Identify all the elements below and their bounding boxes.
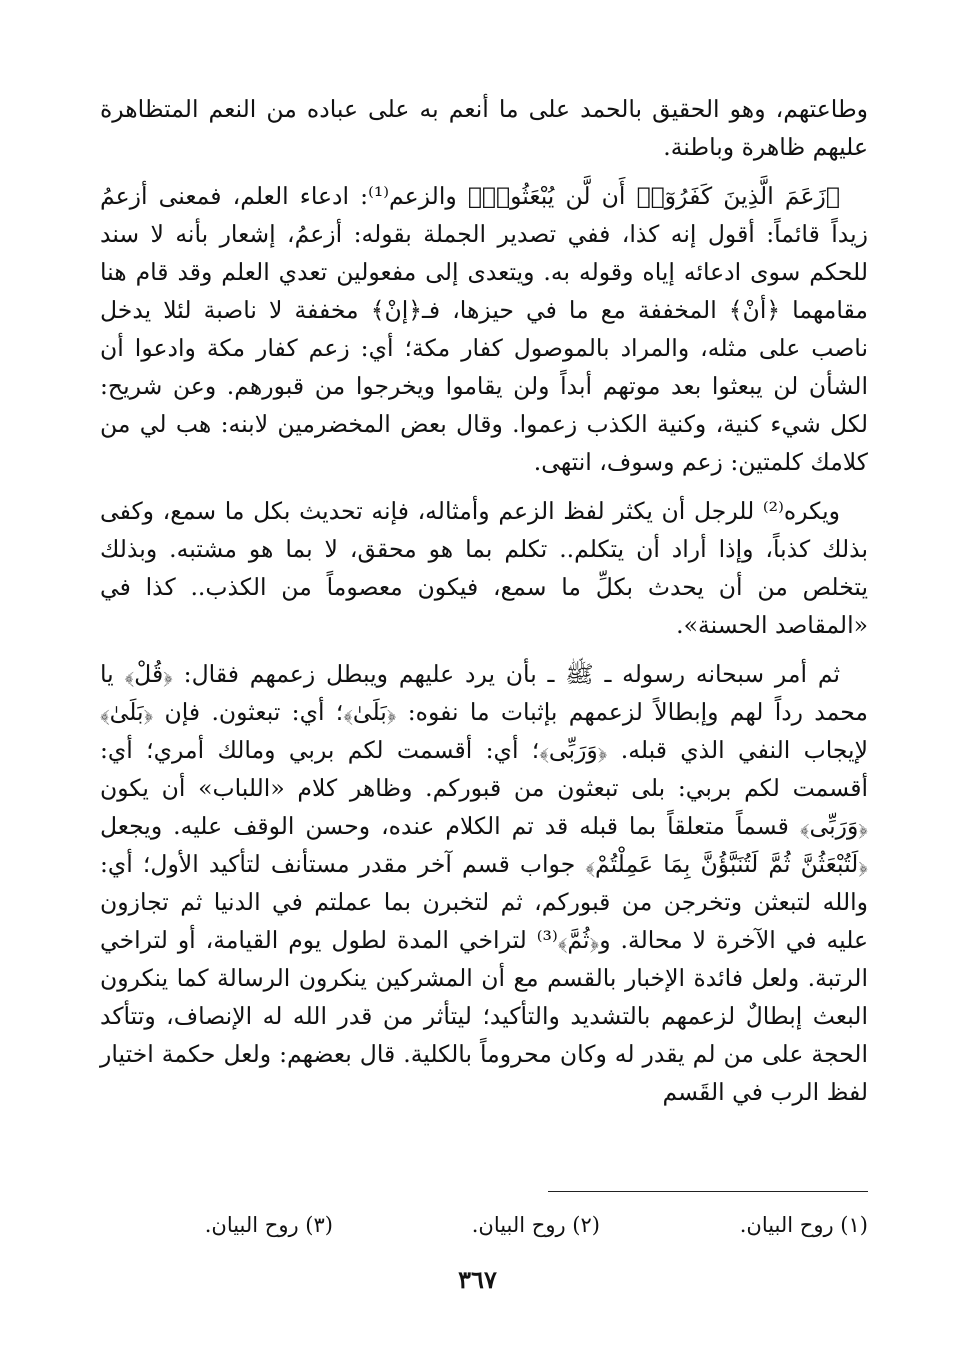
paragraph-4: ثم أمر سبحانه رسوله ـ ﷺ ـ بأن يرد عليهم ويبطل زعمهم فقال: ﴿قُلْ﴾ يا محمد رداً لهم وإبطالاً لزعمهم بإثبات ما نفوه: ﴿بَلَىٰ﴾؛ أي: تبعثون. فإن ﴿بَلَىٰ﴾ لإيجاب النفي الذي قبله. ﴿وَرَبِّى﴾؛ أي: أقسمت لكم بربي ومالك أمري؛ أي: أقسمت لكم بربي: بلى تبعثون من قبوركم. وظاهر كلام «اللباب» أن يكون ﴿وَرَبِّى﴾ قسماً متعلقاً بما قبله قد تم الكلام عنده، وحسن الوقف عليه. ويجعل ﴿لَتُبْعَثُنَّ ثُمَّ لَتُنَبَّؤُنَّ بِمَا عَمِلْتُمْ﴾ جواب قسم آخر مقدر مستأنف لتأكيد الأول؛ أي: والله لتبعثن وتخرجن من قبوركم، ثم لتخبرن بما عملتم في الدنيا ثم تجازون عليه في الآخرة لا محالة. و﴿ثُمَّ﴾⁽³⁾ لتراخي المدة لطول يوم القيامة، أو لتراخي الرتبة. ولعل فائدة الإخبار بالقسم مع أن المشركين ينكرون الرسالة كما ينكرون البعث إبطالٌ لزعمهم بالتشديد والتأكيد؛ ليتأثر من قدر الله له الإنصاف، وتتأكد الحجة على من لم يقدر له وكان محروماً بالكلية. قال بعضهم: ولعل حكمة اختيار لفظ الرب في القَسم [100,660,868,1106]
footnote-3: (٣) روح البيان. [204,1213,333,1237]
paragraph-2: ﴿زَعَمَ الَّذِينَ كَفَرُوٓا۟ أَن لَّن يُبْعَثُوا۟﴾ والزعم⁽¹⁾: ادعاء العلم، فمعنى أزعمُ زيداً قائماً: أقول إنه كذا، ففي تصدير الجملة بقوله: أزعمُ، إشعار بأنه لا سند للحكم سوى ادعائه إياه وقوله به. ويتعدى إلى مفعولين تعدي العلم وقد قام هنا مقامهما ﴿أنْ﴾ المخففة مع ما في حيزها، فـ﴿إنْ﴾ مخففة لا ناصبة لئلا يدخل ناصب على مثله، والمراد بالموصول كفار مكة؛ أي: زعم كفار مكة وادعوا أن الشأن لن يبعثوا بعد موتهم أبداً ولن يقاموا ويخرجوا من قبورهم. وعن شريح: لكل شيء كنية، وكنية الكذب زعموا. وقال بعض المخضرمين لابنه: هب لي من كلامك كلمتين: زعم وسوف، انتهى. [100,182,868,476]
footnote-2: (٢) روح البيان. [471,1213,600,1237]
page-number: ٣٦٧ [458,1265,497,1294]
paragraph-1: وطاعتهم، وهو الحقيق بالحمد على ما أنعم به على عباده من النعم المتظاهرة عليهم ظاهرة وباطنة. [100,95,868,161]
footnote-separator [548,1191,868,1192]
paragraph-3: ويكره⁽²⁾ للرجل أن يكثر لفظ الزعم وأمثاله، فإنه تحديث بكل ما سمع، وكفى بذلك كذباً، وإذا أراد أن يتكلم.. تكلم بما هو محقق، لا بما هو مشتبه. وبذلك يتخلص من أن يحدث بكلِّ ما سمع، فيكون معصوماً من الكذب.. كذا في «المقاصد الحسنة». [100,497,868,639]
footnotes [100,1210,868,1240]
footnote-1: (١) روح البيان. [739,1213,868,1237]
main-text [100,90,868,1122]
